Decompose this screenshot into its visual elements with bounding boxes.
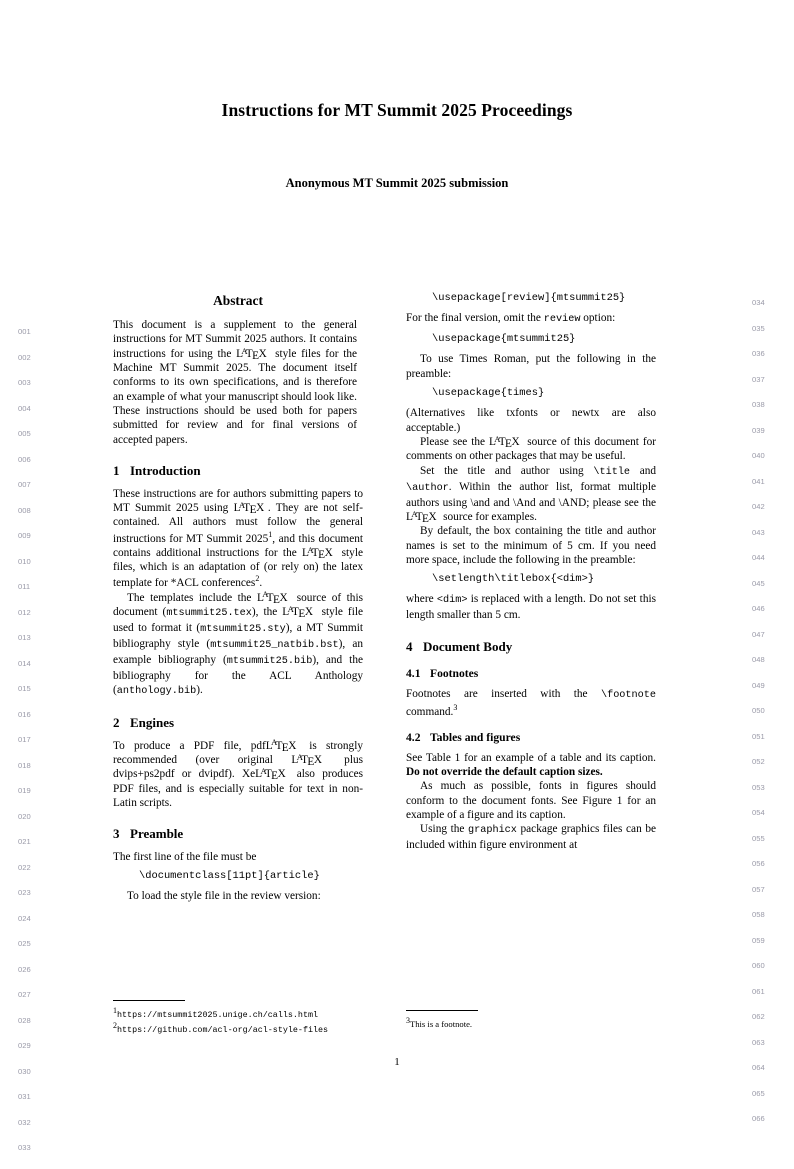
line-number: 065 xyxy=(752,1088,765,1098)
footnote-rule-right xyxy=(406,1010,478,1011)
right-column xyxy=(406,292,656,853)
line-number: 061 xyxy=(752,986,765,996)
preamble-paragraph-4: To use Times Roman, put the following in the preamble: xyxy=(406,353,656,380)
line-number: 066 xyxy=(752,1114,765,1123)
line-number: 028 xyxy=(18,1015,31,1025)
line-number: 008 xyxy=(18,505,31,515)
line-number: 007 xyxy=(18,480,31,489)
line-number: 046 xyxy=(752,604,765,613)
line-number: 032 xyxy=(18,1117,31,1127)
line-number: 012 xyxy=(18,607,31,617)
line-number: 060 xyxy=(752,961,765,970)
tables-paragraph-3: Using the graphicx package graphics files can be included within figure environment at xyxy=(406,823,656,852)
line-number: 052 xyxy=(752,757,765,766)
engines-paragraph-1: To produce a PDF file, pdfL$^A$TEX is strongly recommended (over original $L^ATEX$ plus dvips+ps2pdf or dvipdf). XeL$^A$TEX also produces PDF files, and is especially suitable for text in non-Latin scripts. xyxy=(113,737,363,809)
line-number: 024 xyxy=(18,913,31,923)
line-number: 022 xyxy=(18,862,31,872)
footnotes-left xyxy=(113,1006,375,1036)
footnote-marker-1[interactable]: 1 xyxy=(268,529,273,539)
line-number: 050 xyxy=(752,706,765,715)
line-number: 049 xyxy=(752,680,765,690)
tables-sentence-1: See Table 1 for an example of a table and its caption. xyxy=(406,751,656,764)
footnote-rule-left xyxy=(113,1000,185,1001)
line-number: 036 xyxy=(752,349,765,358)
footnote-number: 1 xyxy=(113,1006,117,1015)
intro-paragraph-2: The templates include the $L^ATEX$ source of this document (mtsummit25.tex), the $L^ATEX$ style file used to format it (mtsummit25.sty), a MT Summit bibliography style (mtsummit25_natbib.bst), an example bibliography (mtsummit25.bib), and the bibliography for the ACL Anthology (anthology.bib). xyxy=(113,589,364,698)
preamble-paragraph-5: (Alternatives like txfonts or newtx are also acceptable.) xyxy=(406,407,656,434)
tables-sentence-bold: Do not override the default caption sizes. xyxy=(406,766,603,779)
line-number: 064 xyxy=(752,1063,765,1072)
footnotes-right xyxy=(406,1016,668,1030)
left-column xyxy=(113,292,363,904)
line-number: 034 xyxy=(752,298,765,307)
subsection-title: Tables and figures xyxy=(430,731,521,745)
line-number: 051 xyxy=(752,731,765,741)
section-title: Preamble xyxy=(130,826,184,842)
line-number: 045 xyxy=(752,578,765,588)
line-number: 037 xyxy=(752,374,765,384)
line-number: 025 xyxy=(18,939,31,948)
line-number: 044 xyxy=(752,553,765,562)
line-number: 019 xyxy=(18,786,31,795)
section-number: 1 xyxy=(113,463,120,479)
section-heading-engines xyxy=(113,715,363,732)
line-number: 039 xyxy=(752,425,765,435)
line-number: 006 xyxy=(18,454,31,464)
section-number: 4 xyxy=(406,638,413,654)
line-number: 062 xyxy=(752,1012,765,1021)
line-number: 054 xyxy=(752,808,765,817)
line-number: 002 xyxy=(18,352,31,362)
subsection-title: Footnotes xyxy=(430,667,479,681)
line-numbers-left xyxy=(18,327,31,1169)
line-number: 009 xyxy=(18,531,31,540)
code-setlength-titlebox: \setlength\titlebox{<dim>} xyxy=(432,573,595,586)
preamble-paragraph-6: Please see the $L^ATEX$ source of this document for comments on other packages that may be useful. xyxy=(406,433,656,463)
footnote-number: 3 xyxy=(406,1016,410,1025)
subsection-number: 4.2 xyxy=(406,731,421,745)
footnote-marker-2[interactable]: 2 xyxy=(255,574,260,584)
inline-code-graphicx: graphicx xyxy=(468,825,517,837)
section-number: 3 xyxy=(113,826,120,842)
section-title: Introduction xyxy=(130,463,201,479)
section-heading-introduction xyxy=(113,463,363,480)
inline-code-review: review xyxy=(543,314,581,326)
line-number: 041 xyxy=(752,476,765,486)
page-number: 1 xyxy=(394,1056,400,1068)
footnote-item xyxy=(113,1006,375,1021)
code-usepackage-review: \usepackage[review]{mtsummit25} xyxy=(432,292,626,304)
inline-code-author: \author xyxy=(406,482,449,494)
line-number: 057 xyxy=(752,884,765,894)
preamble-paragraph-3: For the final version, omit the review option: xyxy=(406,312,616,326)
section-title: Document Body xyxy=(423,638,513,654)
line-number: 013 xyxy=(18,633,31,642)
footnote-text: This is a footnote. xyxy=(410,1018,473,1029)
author-line: Anonymous MT Summit 2025 submission xyxy=(285,176,509,190)
line-number: 035 xyxy=(752,323,765,333)
line-number: 018 xyxy=(18,760,31,770)
line-number: 059 xyxy=(752,935,765,945)
line-number: 063 xyxy=(752,1037,765,1047)
line-number: 048 xyxy=(752,655,765,664)
tables-paragraph-2: As much as possible, fonts in figures should conform to the document fonts. See Figure 1 for an example of a figure and its caption. xyxy=(406,780,656,822)
section-number: 2 xyxy=(113,715,120,730)
section-title: Engines xyxy=(130,715,175,730)
line-number: 055 xyxy=(752,833,765,843)
section-heading-preamble xyxy=(113,826,363,843)
line-number: 026 xyxy=(18,964,31,974)
code-usepackage-mtsummit25: \usepackage{mtsummit25} xyxy=(432,333,576,346)
preamble-paragraph-2: To load the style file in the review version: xyxy=(127,890,321,903)
line-number: 043 xyxy=(752,527,765,537)
inline-code-footnote: \footnote xyxy=(600,689,656,701)
line-number: 010 xyxy=(18,556,31,566)
subsection-heading-tables-figures xyxy=(406,731,656,746)
line-number: 042 xyxy=(752,502,765,511)
inline-code-dim: <dim> xyxy=(436,595,468,607)
line-numbers-right xyxy=(752,298,765,1140)
line-number: 014 xyxy=(18,658,31,668)
line-number: 029 xyxy=(18,1041,31,1050)
line-number: 011 xyxy=(18,582,31,591)
line-number: 020 xyxy=(18,811,31,821)
line-number: 040 xyxy=(752,451,765,460)
inline-code-title: \title xyxy=(593,466,631,478)
section-heading-document-body xyxy=(406,639,656,656)
line-number: 021 xyxy=(18,837,31,846)
subsection-heading-footnotes xyxy=(406,667,656,682)
preamble-paragraph-1: The first line of the file must be xyxy=(113,850,257,863)
line-number: 027 xyxy=(18,990,31,999)
line-number: 053 xyxy=(752,782,765,792)
line-number: 056 xyxy=(752,859,765,868)
line-number: 038 xyxy=(752,400,765,409)
line-number: 031 xyxy=(18,1092,31,1101)
footnote-number: 2 xyxy=(113,1020,117,1030)
preamble-paragraph-9: where <dim> is replaced with a length. Do not set this length smaller than 5 cm. xyxy=(406,593,656,622)
footnote-marker-3[interactable]: 3 xyxy=(453,702,458,712)
footnote-text[interactable]: https://github.com/acl-org/acl-style-files xyxy=(117,1024,329,1035)
line-number: 058 xyxy=(752,910,765,919)
line-number: 030 xyxy=(18,1066,31,1076)
line-number: 015 xyxy=(18,684,31,693)
intro-paragraph-1: These instructions are for authors submitting papers to MT Summit 2025 using $L^ATEX$ . They are not self-contained. All authors must follow the general instructions for MT Summit 2025$^1$, and this document contains additional instructions for the $L^ATEX$ style files, which is an adaptation of (or rely on) the latex template for *ACL conferences$^2$. xyxy=(113,487,363,590)
footnote-item xyxy=(406,1016,668,1030)
line-number: 016 xyxy=(18,709,31,719)
line-number: 023 xyxy=(18,888,31,897)
code-usepackage-times: \usepackage{times} xyxy=(432,387,545,400)
line-number: 017 xyxy=(18,735,31,744)
abstract-heading: Abstract xyxy=(213,293,263,308)
footnotes-paragraph-1: Footnotes are inserted with the \footnote command.$^3$ xyxy=(406,687,656,718)
line-number: 004 xyxy=(18,403,31,413)
line-number: 001 xyxy=(18,327,31,336)
preamble-paragraph-7: Set the title and author using \title and \author. Within the author list, format multiple authors using \and and \And and \AND; please see the $L^ATEX$ source for examples. xyxy=(406,464,657,526)
footnote-text[interactable]: https://mtsummit2025.unige.ch/calls.html xyxy=(117,1009,319,1020)
page-title: Instructions for MT Summit 2025 Proceedings xyxy=(221,100,573,120)
line-number: 003 xyxy=(18,378,31,387)
code-documentclass: \documentclass[11pt]{article} xyxy=(139,870,320,883)
line-number: 005 xyxy=(18,429,31,438)
footnote-item xyxy=(113,1021,375,1036)
line-number: 033 xyxy=(18,1143,31,1152)
abstract-text: This document is a supplement to the general instructions for MT Summit 2025 authors. It contains instructions for using the $L^ATEX$ style files for the Machine MT Summit 2025. The document itself conforms to its own specifications, and is therefore an example of what your manuscript should look like. These instructions should be used both for papers submitted for review and for final versions of accepted papers. xyxy=(113,319,358,446)
tables-paragraph-1 xyxy=(406,751,656,780)
line-number: 047 xyxy=(752,629,765,639)
subsection-number: 4.1 xyxy=(406,667,421,681)
preamble-paragraph-8: By default, the box containing the title and author names is set to the minimum of 5 cm. If you need more space, include the following in the preamble: xyxy=(406,525,656,566)
